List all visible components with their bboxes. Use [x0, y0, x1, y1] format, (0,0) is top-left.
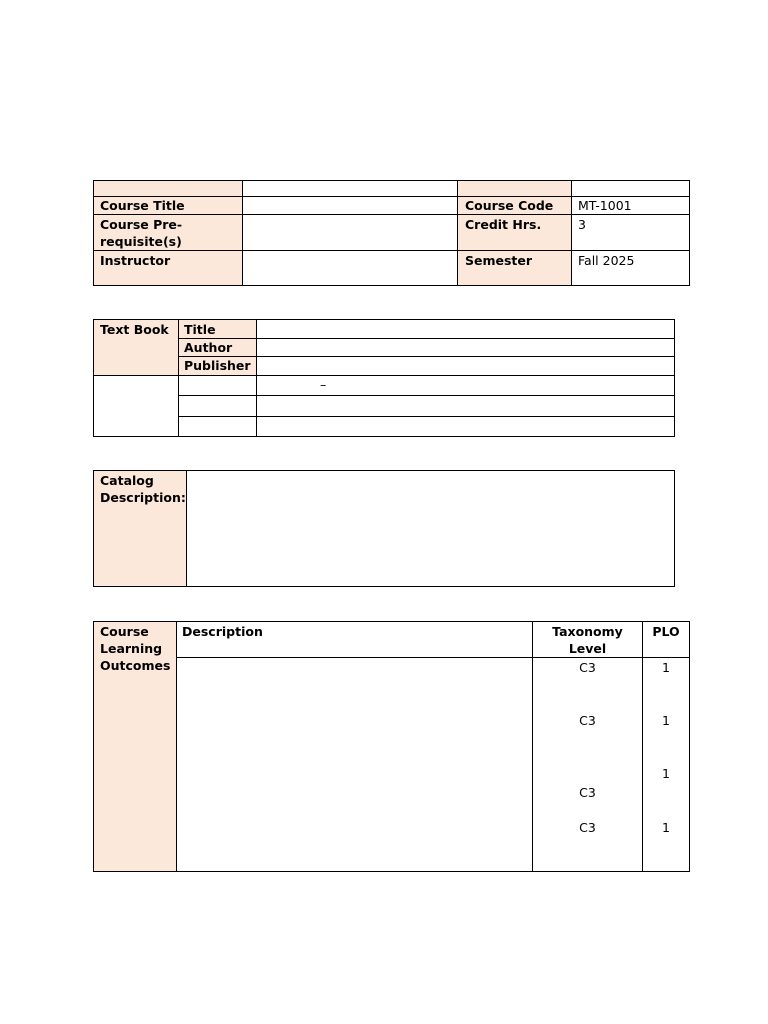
taxonomy-level-3: C3	[579, 785, 596, 800]
semester-label: Semester	[465, 253, 533, 268]
plo-4: 1	[662, 820, 670, 835]
textbook-author-label: Author	[184, 340, 233, 355]
catalog-table	[93, 470, 675, 587]
course-code-value: MT-1001	[578, 198, 632, 213]
description-header: Description	[182, 624, 263, 639]
instructor-label: Instructor	[100, 253, 171, 268]
taxonomy-level-2: C3	[579, 713, 596, 728]
catalog-label-line2: Description:	[100, 490, 186, 505]
dash-mark: –	[320, 377, 327, 392]
taxonomy-header-line2: Level	[568, 641, 607, 656]
prereq-label-line1: Course Pre-	[100, 217, 183, 232]
outcomes-label-line3: Outcomes	[100, 658, 171, 673]
plo-header: PLO	[652, 624, 680, 639]
plo-1: 1	[662, 660, 670, 675]
taxonomy-level-4: C3	[579, 820, 596, 835]
catalog-label-line1: Catalog	[100, 473, 154, 488]
taxonomy-header-line1: Taxonomy	[552, 624, 623, 639]
course-title-label: Course Title	[100, 198, 185, 213]
credit-hrs-label: Credit Hrs.	[465, 217, 542, 232]
outcomes-table	[93, 621, 690, 872]
prereq-label-line2: requisite(s)	[100, 234, 182, 249]
textbook-table	[93, 319, 675, 437]
textbook-label: Text Book	[100, 322, 169, 337]
semester-value: Fall 2025	[578, 253, 635, 268]
outcomes-label-line1: Course	[100, 624, 149, 639]
plo-2: 1	[662, 713, 670, 728]
outcomes-label-line2: Learning	[100, 641, 163, 656]
plo-3: 1	[662, 766, 670, 781]
course-code-label: Course Code	[465, 198, 554, 213]
course-info-table	[93, 180, 690, 286]
credit-hrs-value: 3	[578, 217, 586, 232]
textbook-publisher-label: Publisher	[184, 358, 251, 373]
taxonomy-level-1: C3	[579, 660, 596, 675]
textbook-title-label: Title	[184, 322, 216, 337]
